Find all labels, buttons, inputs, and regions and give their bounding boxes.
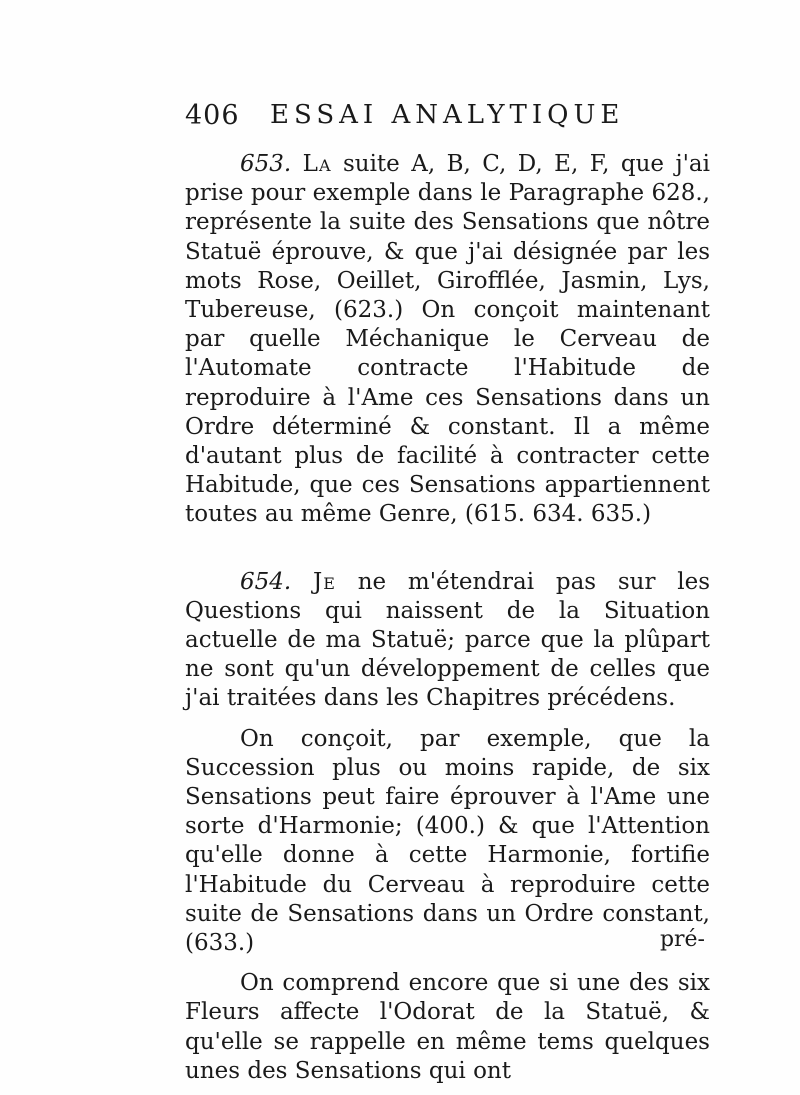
catchword: pré- — [659, 927, 705, 952]
paragraph-text: On conçoit, par exemple, que la Succession plus ou moins rapide, de six Sensations peut faire éprouver à l'Ame une sorte d'Harmonie; (400.) & que l'Attention qu'elle donne à cette Harmonie, fortifie l'Habitude du Cerveau à reproduire cette suite de Sensations dans un Ordre constant, (633.) — [185, 725, 710, 957]
paragraph-fleurs — [185, 969, 710, 1086]
paragraph-number: 653. — [240, 151, 292, 177]
paragraph-text: suite A, B, C, D, E, F, que j'ai prise pour exemple dans le Paragraphe 628., représente la suite des Sensations que nôtre Statuë éprouve, & que j'ai désignée par les mots Rose, Oeillet, Girofflée, Jasmin, Lys, Tubereuse, (623.) On conçoit maintenant par quelle Méchanique le Cerveau de l'Automate contracte l'Habitude de reproduire à l'Ame ces Sensations dans un Ordre déterminé & constant. Il a même d'autant plus de facilité à contracter cette Habitude, que ces Sensations appartiennent toutes au même Genre, (615. 634. 635.) — [185, 151, 710, 528]
paragraph-lead-word: La — [302, 151, 332, 177]
paragraph-number: 654. — [240, 568, 292, 595]
paragraph-653 — [185, 150, 710, 530]
page-header — [185, 100, 625, 140]
paragraph-text: On comprend encore que si une des six Fleurs affecte l'Odorat de la Statuë, & qu'elle se rappelle en même tems quelques unes des Sensations qui ont — [185, 970, 710, 1084]
paragraph-654 — [185, 568, 710, 714]
page-number: 406 — [185, 100, 240, 131]
paragraph-harmonie — [185, 725, 710, 959]
running-title: ESSAI ANALYTIQUE — [270, 100, 625, 130]
paragraph-text: ne m'étendrai pas sur les Questions qui naissent de la Situation actuelle de ma Statuë; parce que la plûpart ne sont qu'un développement de celles que j'ai traitées dans les Chapitres précédens. — [185, 568, 711, 712]
paragraph-lead-word: Je — [313, 568, 336, 595]
body-text — [185, 150, 710, 1086]
